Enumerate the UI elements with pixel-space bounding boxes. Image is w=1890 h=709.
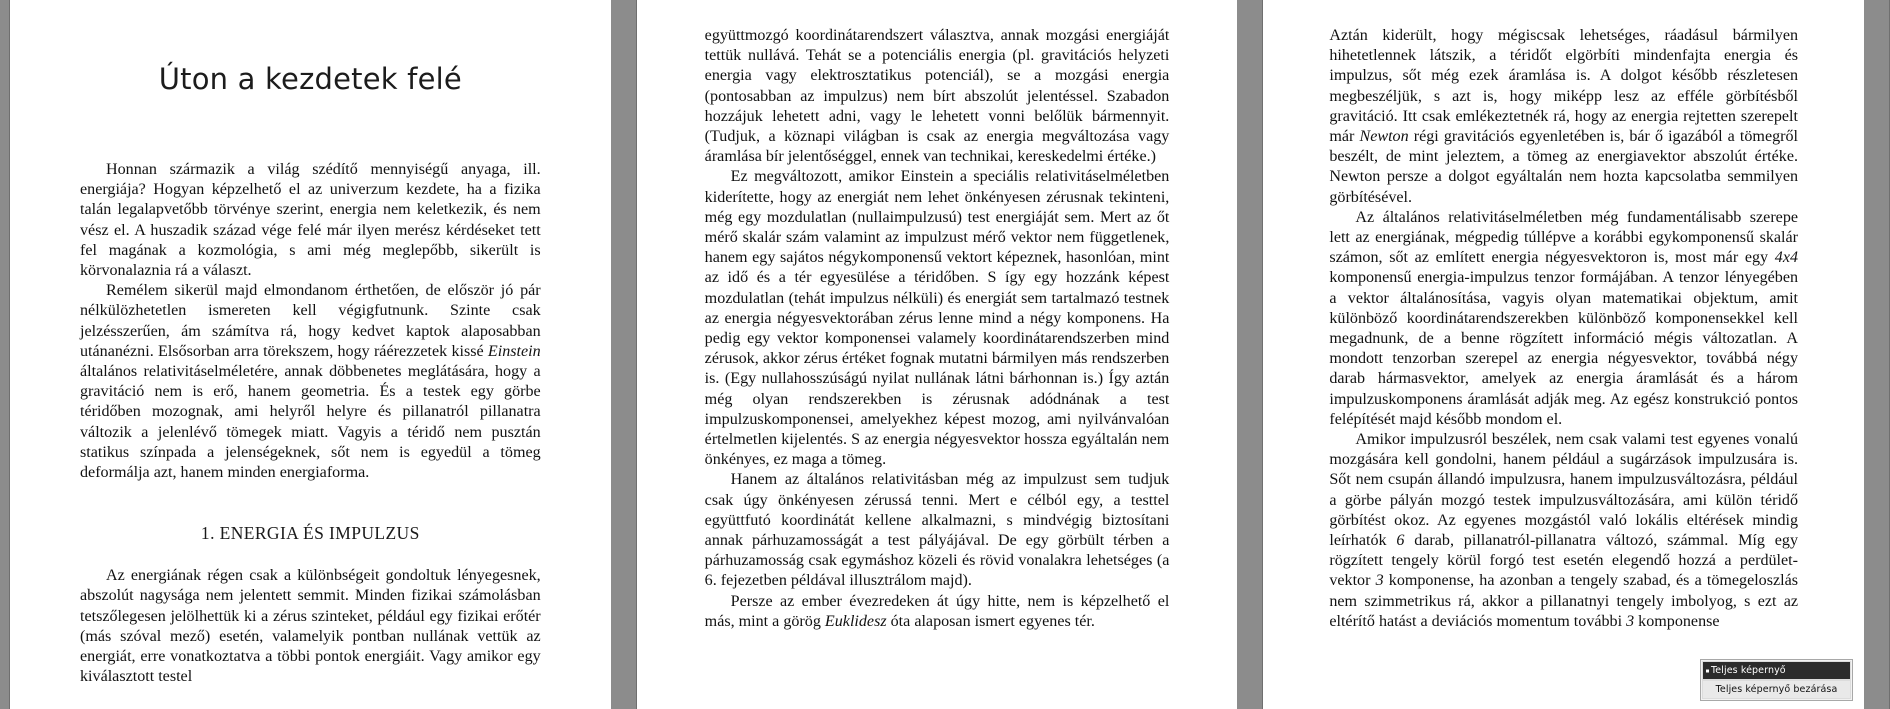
- paragraph: [1329, 208, 1798, 430]
- page-title: Úton a kezdetek felé: [158, 62, 462, 96]
- document-page-2[interactable]: [637, 0, 1238, 709]
- paragraph: [1329, 26, 1798, 208]
- paragraph-text: Persze az ember évezredeken át úgy hitte, nem is képzelhető el más, mint a görög: [704, 592, 1170, 630]
- paragraph: [1329, 430, 1798, 632]
- paragraph: Az energiának régen csak a különbségeit gondoltuk lényegesnek, abszolút nagysága nem jelentett semmit. Minden fizikai számolásban tetszőlegesen jelölhettük ki a zérus szinteket, például egy fizikai erőtér (más szóval mező) esetén, valamelyik pontban nullának vettük az energiát, erre vonatkoztatva a többi pontok energiáit. Vagy amikor egy kiválasztott testel: [80, 567, 541, 686]
- paragraph-text: komponense: [1634, 612, 1720, 630]
- paragraph-text: Remélem sikerül majd elmondanom érthetően, de először jó pár nélkülözhetetlen ismereten kell végigfutnunk. Szinte csak jelzésszerűen, ám számítva rá, hogy kedvet kaptok alaposabban utánanézni. Elsősorban arra törekszem, hogy ráérezzetek kissé: [80, 282, 541, 360]
- page-gutter-right: [1864, 0, 1890, 709]
- italic-name-einstein: Einstein: [487, 342, 541, 360]
- paragraph-text: darab, pillanatról-pillanatra változó, számmal. Míg egy rögzített tengely körül forgó test esetén elegendő hozzá a perdület-vektor: [1329, 532, 1799, 590]
- italic-number-three-a: 3: [1375, 572, 1384, 590]
- paragraph-text: régi gravitációs egyenletében is, bár ő igazából a tömegről beszélt, de mint jeleztem, a tömeg az energiavektor abszolút értéke. Newton persze a dolgot egyáltalán nem hozta kapcsolatba semmilyen görbítésével.: [1329, 128, 1799, 206]
- paragraph-text: Az általános relativitáselméletben még fundamentálisabb szerepe lett az energiának, mégpedig túllépve a korábbi egykomponensű skalár számon, sőt az említett energia négyesvektoron is, most már egy: [1329, 208, 1799, 267]
- page-gutter-left: [0, 0, 10, 709]
- paragraph-text: komponense, ha azonban a tengely szabad, és a tömegeloszlás nem szimmetrikus rá, akkor a pillanatnyi tengely imbolyog, s ezt az eltérítő hatást a deviációs momentum további: [1329, 572, 1799, 630]
- paragraph: [705, 592, 1170, 632]
- italic-number-three-b: 3: [1626, 612, 1635, 630]
- italic-tensor-dimension: 4x4: [1774, 249, 1799, 267]
- italic-name-newton: Newton: [1359, 128, 1409, 146]
- paragraph-text: Amikor impulzusról beszélek, nem csak valami test egyenes vonalú mozgására kell gondolni, hanem például a sugárzások impulzusára is. Sőt nem csupán állandó impulzusra, hanem impulzusváltozásra, például a görbe pályán mozgó testek impulzusváltozására, ami külön téridő görbítést okoz. Az egyenes mozgástól való lokális eltérések mindig leírhatók: [1329, 431, 1799, 550]
- paragraph-text: óta alaposan ismert egyenes tér.: [886, 612, 1095, 630]
- enter-fullscreen-button[interactable]: [1703, 662, 1850, 679]
- paragraph-text: komponensű energia-impulzus tenzor formájában. A tenzor lényegében a vektor általánosítása, vagyis olyan matematikai objektum, amit különböző koordinátarendszerekben különböző komponensekkel kell megadnunk, de a benne rögzített információ mégis változatlan. A mondott tenzorban szerepel az energia négyesvektor, továbbá négy darab hármasvektor, amelyek az energia áramlását és a három impulzuskomponens áramlását adják meg. Az egész konstrukció pontos felépítését majd később mondom el.: [1329, 269, 1799, 428]
- paragraph: Hanem az általános relativitásban még az impulzust sem tudjuk csak úgy önkényesen zérussá tenni. Mert e célból egy, a testtel együttfutó koordinátát kellene alkalmazni, s mindvégig biztosítani annak párhuzamosságát a test pályájával. De egy görbült térben a párhuzamosság csak egymáshoz közeli és rövid vonalakra lehetséges (a 6. fejezetben példával illusztrálom majd).: [704, 471, 1170, 590]
- exit-fullscreen-label: Teljes képernyő bezárása: [1715, 684, 1838, 695]
- section-heading: 1. ENERGIA ÉS IMPULZUS: [200, 523, 420, 544]
- paragraph: Honnan származik a világ szédítő mennyiségű anyaga, ill. energiája? Hogyan képzelhető el az univerzum kezdete, ha a fizika talán legalapvetőbb törvénye szerint, energia nem keletkezik, és nem vész el. A huszadik század vége felé már ilyen merész kérdéseket tett fel magának a kozmológia, s ami még meglepőbb, sikerült is körvonalaznia rá a választ.: [80, 161, 541, 280]
- bullet-icon: [1706, 669, 1709, 672]
- paragraph: [80, 281, 541, 483]
- paragraph-text: Aztán kiderült, hogy mégiscsak lehetséges, ráadásul bármilyen hihetetlennek látszik, a téridőt elgörbíti mindenfajta energia és impulzus, sőt még ezek áramlása is. A dolgot később részletesen megbeszéljük, s azt is, hogy miképp lesz az efféle görbítésből gravitáció. Itt csak emlékeztetnék rá, hogy az energia rejtetten szerepelt már: [1329, 27, 1799, 146]
- fullscreen-controls-overlay[interactable]: [1700, 659, 1853, 701]
- exit-fullscreen-button[interactable]: [1703, 681, 1850, 698]
- italic-number-six: 6: [1396, 532, 1405, 550]
- page-gutter-middle-right: [1237, 0, 1263, 709]
- italic-name-euklidesz: Euklidesz: [824, 612, 887, 630]
- paragraph: Ez megváltozott, amikor Einstein a speciális relativitáselméletben kiderítette, hogy az energiát nem lehet önkényesen zérusnak tekinteni, még egy mozdulatlan (nullaimpulzusú) test energiáját sem. Mert az őt mérő skalár szám valamint az impulzust mérő vektor nem függetlenek, hanem egy sajátos négykomponensű vektort képeznek, hasonlóan, mint az idő és a tér egyesülése a téridőben. S így egy hozzánk képest mozdulatlan (tehát impulzus nélküli) és energiát sem tartalmazó testnek az energia négyesvektorában zérus lenne mind a négy komponens. Ha pedig egy vektor komponensei valamely koordinátarendszerben mind zérusok, akkor zérus értéket fognak mutatni bármilyen más rendszerben is. (Egy nullahosszúságú nyilat nullának látni bárhonnan is.) Így aztán még olyan rendszerekben is zérusnak adódnának a test impulzuskomponensei, amelyekhez képest mozog, ami nyilvánvalóan értelmetlen kijelentés. S az energia négyesvektor hossza egyáltalán nem önkényes, ez maga a tömeg.: [704, 168, 1170, 469]
- enter-fullscreen-label: Teljes képernyő: [1711, 665, 1786, 676]
- paragraph-text: általános relativitáselméletére, annak döbbenetes meglátására, hogy a gravitáció nem is erő, hanem geometria. És a testek egy görbe téridőben mozognak, ami helyről helyre és pillanatról pillanatra változik a jelenlévő tömegek miatt. Vagyis a téridő nem pusztán statikus színpada a jelenségeknek, sőt nem is egyedül a tömeg deformálja azt, hanem minden energiaforma.: [80, 363, 541, 482]
- page-gutter-middle-left: [611, 0, 637, 709]
- document-page-1[interactable]: [10, 0, 611, 709]
- paragraph: együttmozgó koordinátarendszert választva, annak mozgási energiáját tettük nullává. Tehát se a potenciális energia (pl. gravitációs helyzeti energia vagy elektrosztatikus potenciál), se a mozgási energia (pontosabban az impulzus) nem bírt abszolút jelentéssel. Szabadon hozzájuk lehetett adni, vagy le lehetett vonni belőlük bármennyit. (Tudjuk, a köznapi világban is csak az energia megváltozása vagy áramlása bír jelentőséggel, ennek van technikai, kereskedelmi értéke.): [704, 27, 1170, 166]
- document-page-3[interactable]: [1263, 0, 1864, 709]
